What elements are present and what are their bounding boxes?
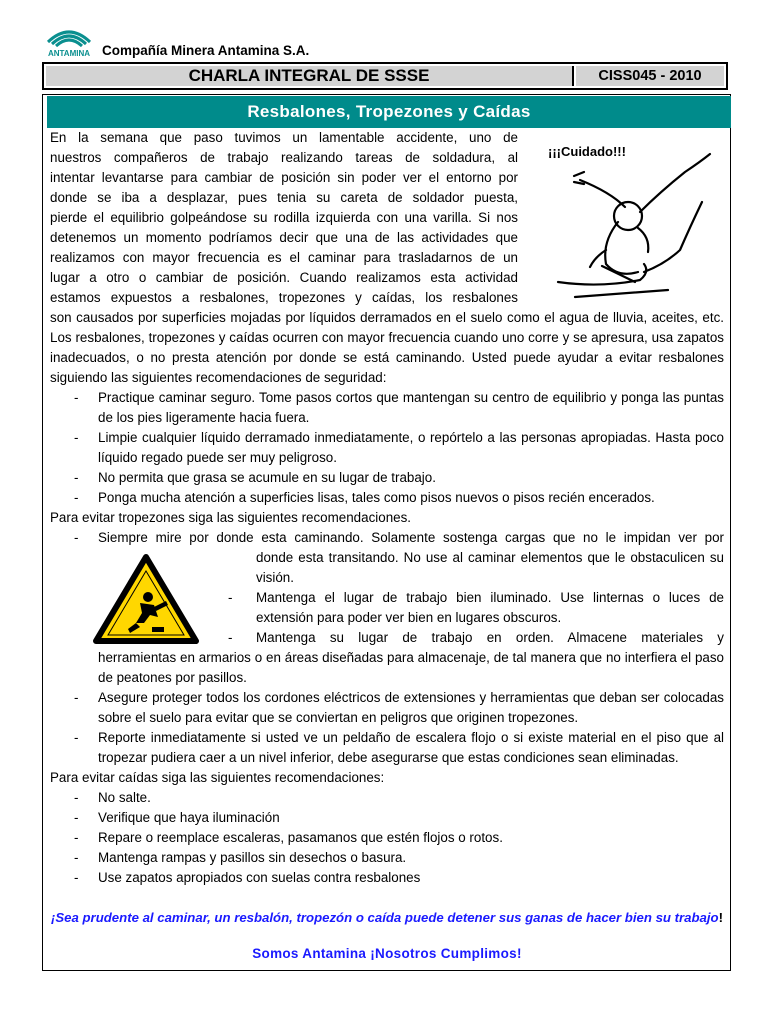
- intro-line: estamos expuestos a resbalones, tropezones y caídas, los resbalones: [50, 290, 518, 305]
- list-item: - Repare o reemplace escaleras, pasamanos que estén flojos o rotos.: [74, 830, 503, 845]
- intro-line: nuestros compañeros de trabajo realizando tareas de soldadura, al: [50, 150, 518, 165]
- list-item: - Ponga mucha atención a superficies lisas, tales como pisos nuevos o pisos recién encerados.: [74, 490, 655, 505]
- topic-banner: Resbalones, Tropezones y Caídas: [47, 96, 731, 128]
- list-item: - Practique caminar seguro. Tome pasos cortos que mantengan su centro de equilibrio y ponga las puntas de los pies ligeramente hacia fuera.: [74, 390, 724, 425]
- intro-line: detenemos un momento podríamos decir que una de las actividades que: [50, 230, 518, 245]
- intro-line: realizamos con mayor frecuencia es el caminar para trasladarnos de un: [50, 250, 518, 265]
- list-item: - Limpie cualquier líquido derramado inmediatamente, o repórtelo a las personas apropiadas. Hasta poco líquido regado puede ser muy peligroso.: [74, 430, 724, 465]
- list-item: - Mantenga el lugar de trabajo bien iluminado. Use linternas o luces de extensión para poder ver bien en lugares obscuros.: [228, 590, 724, 625]
- list-item: - Asegure proteger todos los cordones eléctricos de extensiones y herramientas que deban ser colocadas sobre el suelo para evitar que se conviertan en peligros que originen tropezones.: [74, 690, 724, 725]
- logo-text: ANTAMINA: [47, 49, 91, 58]
- intro-wrapped: [50, 128, 518, 308]
- list-item: - Mantenga rampas y pasillos sin desechos o basura.: [74, 850, 407, 865]
- list-item: - Reporte inmediatamente si usted ve un peldaño de escalera flojo o si existe material en el piso que al tropezar pudiera caer a un nivel inferior, debe asegurarse que estas condiciones sean eliminadas.: [74, 730, 724, 765]
- main-content: [50, 128, 724, 888]
- document-title: CHARLA INTEGRAL DE SSSE: [46, 66, 574, 86]
- list-item: - No permita que grasa se acumule en su lugar de trabajo.: [74, 470, 436, 485]
- list-item-continuation: herramientas en armarios o en áreas diseñadas para almacenaje, de tal manera que no interfiera el paso de peatones por pasillos.: [98, 650, 724, 685]
- list-item: - Mantenga su lugar de trabajo en orden. Almacene materiales y: [228, 630, 724, 645]
- intro-line: lugar a otro o cambiar de posición. Cuando realizamos esta actividad: [50, 270, 518, 285]
- intro-line: intentar levantarse para cambiar de posición sin poder ver el entorno por: [50, 170, 518, 185]
- list-item: - Use zapatos apropiados con suelas contra resbalones: [74, 870, 421, 885]
- header-bar: [42, 62, 728, 90]
- company-motto: Somos Antamina ¡Nosotros Cumplimos!: [252, 946, 522, 961]
- document-code: CISS045 - 2010: [576, 66, 724, 86]
- fall-intro: Para evitar caídas siga las siguientes recomendaciones:: [50, 770, 385, 785]
- intro-line: donde se iba a desplazar, pues tenia su careta de soldador puesta,: [50, 190, 518, 205]
- intro-line: En la semana que paso tuvimos un lamentable accidente, uno de: [50, 130, 518, 145]
- trip-intro: Para evitar tropezones siga las siguientes recomendaciones.: [50, 510, 412, 525]
- list-item: - Verifique que haya iluminación: [74, 810, 280, 825]
- intro-continuation: son causados por superficies mojadas por líquidos derramados en el suelo como el agua de lluvia, aceites, etc. Los resbalones, tropezones y caídas ocurren con mayor frecuencia cuando uno corre y se apresura, usa zapatos inadecuados, o no presta atención por donde se está caminando. Usted puede ayudar a evitar resbalones siguiendo las siguientes recomendaciones de seguridad:: [50, 310, 724, 385]
- list-item: - Siempre mire por donde esta caminando. Solamente sostenga cargas que no le impidan ver por: [74, 530, 724, 545]
- list-item: - No salte.: [74, 790, 151, 805]
- antamina-logo-icon: [44, 20, 94, 62]
- list-item-continuation: donde esta transitando. No use al caminar elementos que le obstaculicen su visión.: [256, 550, 724, 585]
- cartoon-caption: ¡¡¡Cuidado!!!: [548, 144, 626, 159]
- closing-message: ¡Sea prudente al caminar, un resbalón, tropezón o caída puede detener sus ganas de hacer bien su trabajo!: [50, 910, 724, 925]
- company-name: Compañía Minera Antamina S.A.: [102, 43, 310, 58]
- intro-line: pierde el equilibrio golpeándose su rodilla izquierda con una varilla. Si nos: [50, 210, 518, 225]
